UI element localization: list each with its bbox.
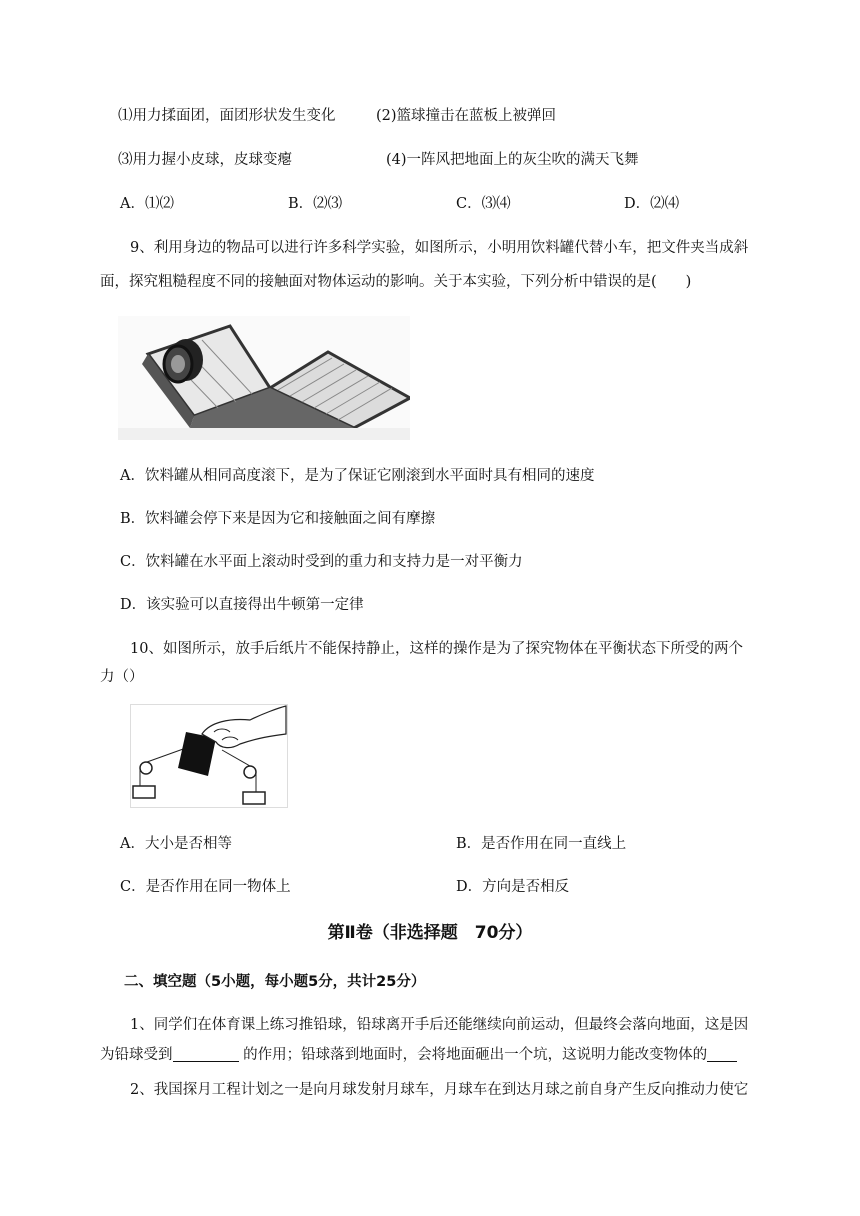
q8-item-2: (2)篮球撞击在蓝板上被弹回 [376,108,557,124]
fill-q1-line-2 [100,1043,737,1064]
part-title: 二、填空题（5小题，每小题5分，共计25分） [124,974,426,990]
q10-option-c: C．是否作用在同一物体上 [120,879,291,895]
q9-incline-figure [118,316,410,440]
q8-option-b: B．⑵⑶ [288,196,343,212]
fill-q1-line-1: 1、同学们在体育课上练习推铅球，铅球离开手后还能继续向前运动，但最终会落向地面，这是因 [130,1017,749,1033]
q8-item-1: ⑴用力揉面团，面团形状发生变化 [118,108,336,124]
q10-stem-line-2: 力（） [100,669,144,685]
q9-option-d: D．该实验可以直接得出牛顿第一定律 [120,597,364,613]
q9-stem-line-2: 面，探究粗糙程度不同的接触面对物体运动的影响。关于本实验，下列分析中错误的是( ) [100,274,692,290]
fill-q1-text-b: 的作用；铅球落到地面时，会将地面砸出一个坑，这说明力能改变物体的 [238,1047,708,1063]
q10-option-d: D．方向是否相反 [456,879,570,895]
q8-option-c: C．⑶⑷ [456,196,511,212]
answer-blank-2[interactable] [707,1045,737,1062]
q10-option-b: B．是否作用在同一直线上 [456,836,627,852]
q10-stem-line-1: 10、如图所示，放手后纸片不能保持静止，这样的操作是为了探究物体在平衡状态下所受的两个 [130,641,743,657]
q9-stem-line-1: 9、利用身边的物品可以进行许多科学实验，如图所示，小明用饮料罐代替小车，把文件夹当成斜 [130,240,749,256]
q9-option-c: C．饮料罐在水平面上滚动时受到的重力和支持力是一对平衡力 [120,554,523,570]
q8-item-4: (4)一阵风把地面上的灰尘吹的满天飞舞 [386,152,639,168]
fill-q2-line-1: 2、我国探月工程计划之一是向月球发射月球车，月球车在到达月球之前自身产生反向推动力使它 [130,1082,749,1098]
q10-option-a: A．大小是否相等 [120,836,232,852]
q10-card-pulley-figure [130,704,288,808]
answer-blank-1[interactable] [173,1045,239,1062]
q8-option-a: A．⑴⑵ [120,196,174,212]
q9-option-b: B．饮料罐会停下来是因为它和接触面之间有摩擦 [120,511,436,527]
section-title: 第Ⅱ卷（非选择题 70分） [327,923,533,943]
q8-option-d: D．⑵⑷ [624,196,680,212]
fill-q1-text-a: 为铅球受到 [100,1047,173,1063]
q9-option-a: A．饮料罐从相同高度滚下，是为了保证它刚滚到水平面时具有相同的速度 [120,468,595,484]
q8-item-3: ⑶用力握小皮球，皮球变瘪 [118,152,292,168]
